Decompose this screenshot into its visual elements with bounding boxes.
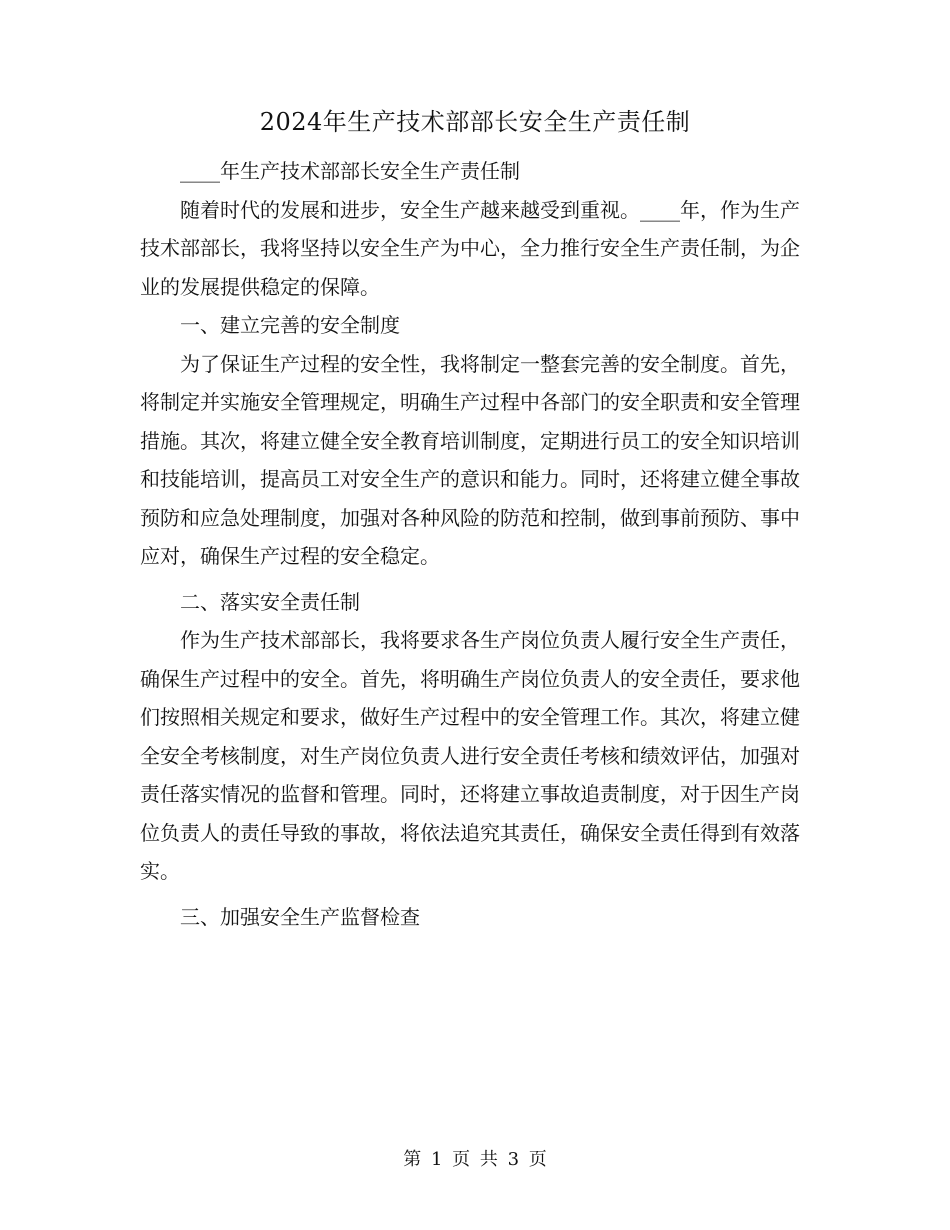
document-body [140, 152, 800, 936]
section-1-paragraph: 为了保证生产过程的安全性，我将制定一整套完善的安全制度。首先，将制定并实施安全管理规定，明确生产过程中各部门的安全职责和安全管理措施。其次，将建立健全安全教育培训制度，定期进行员工的安全知识培训和技能培训，提高员工对安全生产的意识和能力。同时，还将建立健全事故预防和应急处理制度，加强对各种风险的防范和控制，做到事前预防、事中应对，确保生产过程的安全稳定。 [140, 351, 800, 568]
document-title: 2024年生产技术部部长安全生产责任制 [259, 108, 691, 136]
section-heading-1: 一、建立完善的安全制度 [180, 313, 400, 337]
intro-paragraph: 随着时代的发展和进步，安全生产越来越受到重视。____年，作为生产技术部部长，我将坚持以安全生产为中心，全力推行安全生产责任制，为企业的发展提供稳定的保障。 [140, 197, 800, 299]
section-heading-2: 二、落实安全责任制 [180, 589, 360, 614]
page-number-footer: 第 1 页 共 3 页 [403, 1149, 547, 1170]
subtitle-paragraph: ____年生产技术部部长安全生产责任制 [180, 159, 520, 183]
section-2-paragraph: 作为生产技术部部长，我将要求各生产岗位负责人履行安全生产责任，确保生产过程中的安全。首先，将明确生产岗位负责人的安全责任，要求他们按照相关规定和要求，做好生产过程中的安全管理工作。其次，将建立健全安全考核制度，对生产岗位负责人进行安全责任考核和绩效评估，加强对责任落实情况的监督和管理。同时，还将建立事故追责制度，对于因生产岗位负责人的责任导致的事故，将依法追究其责任，确保安全责任得到有效落实。 [140, 628, 800, 883]
section-heading-3: 三、加强安全生产监督检查 [180, 904, 420, 929]
